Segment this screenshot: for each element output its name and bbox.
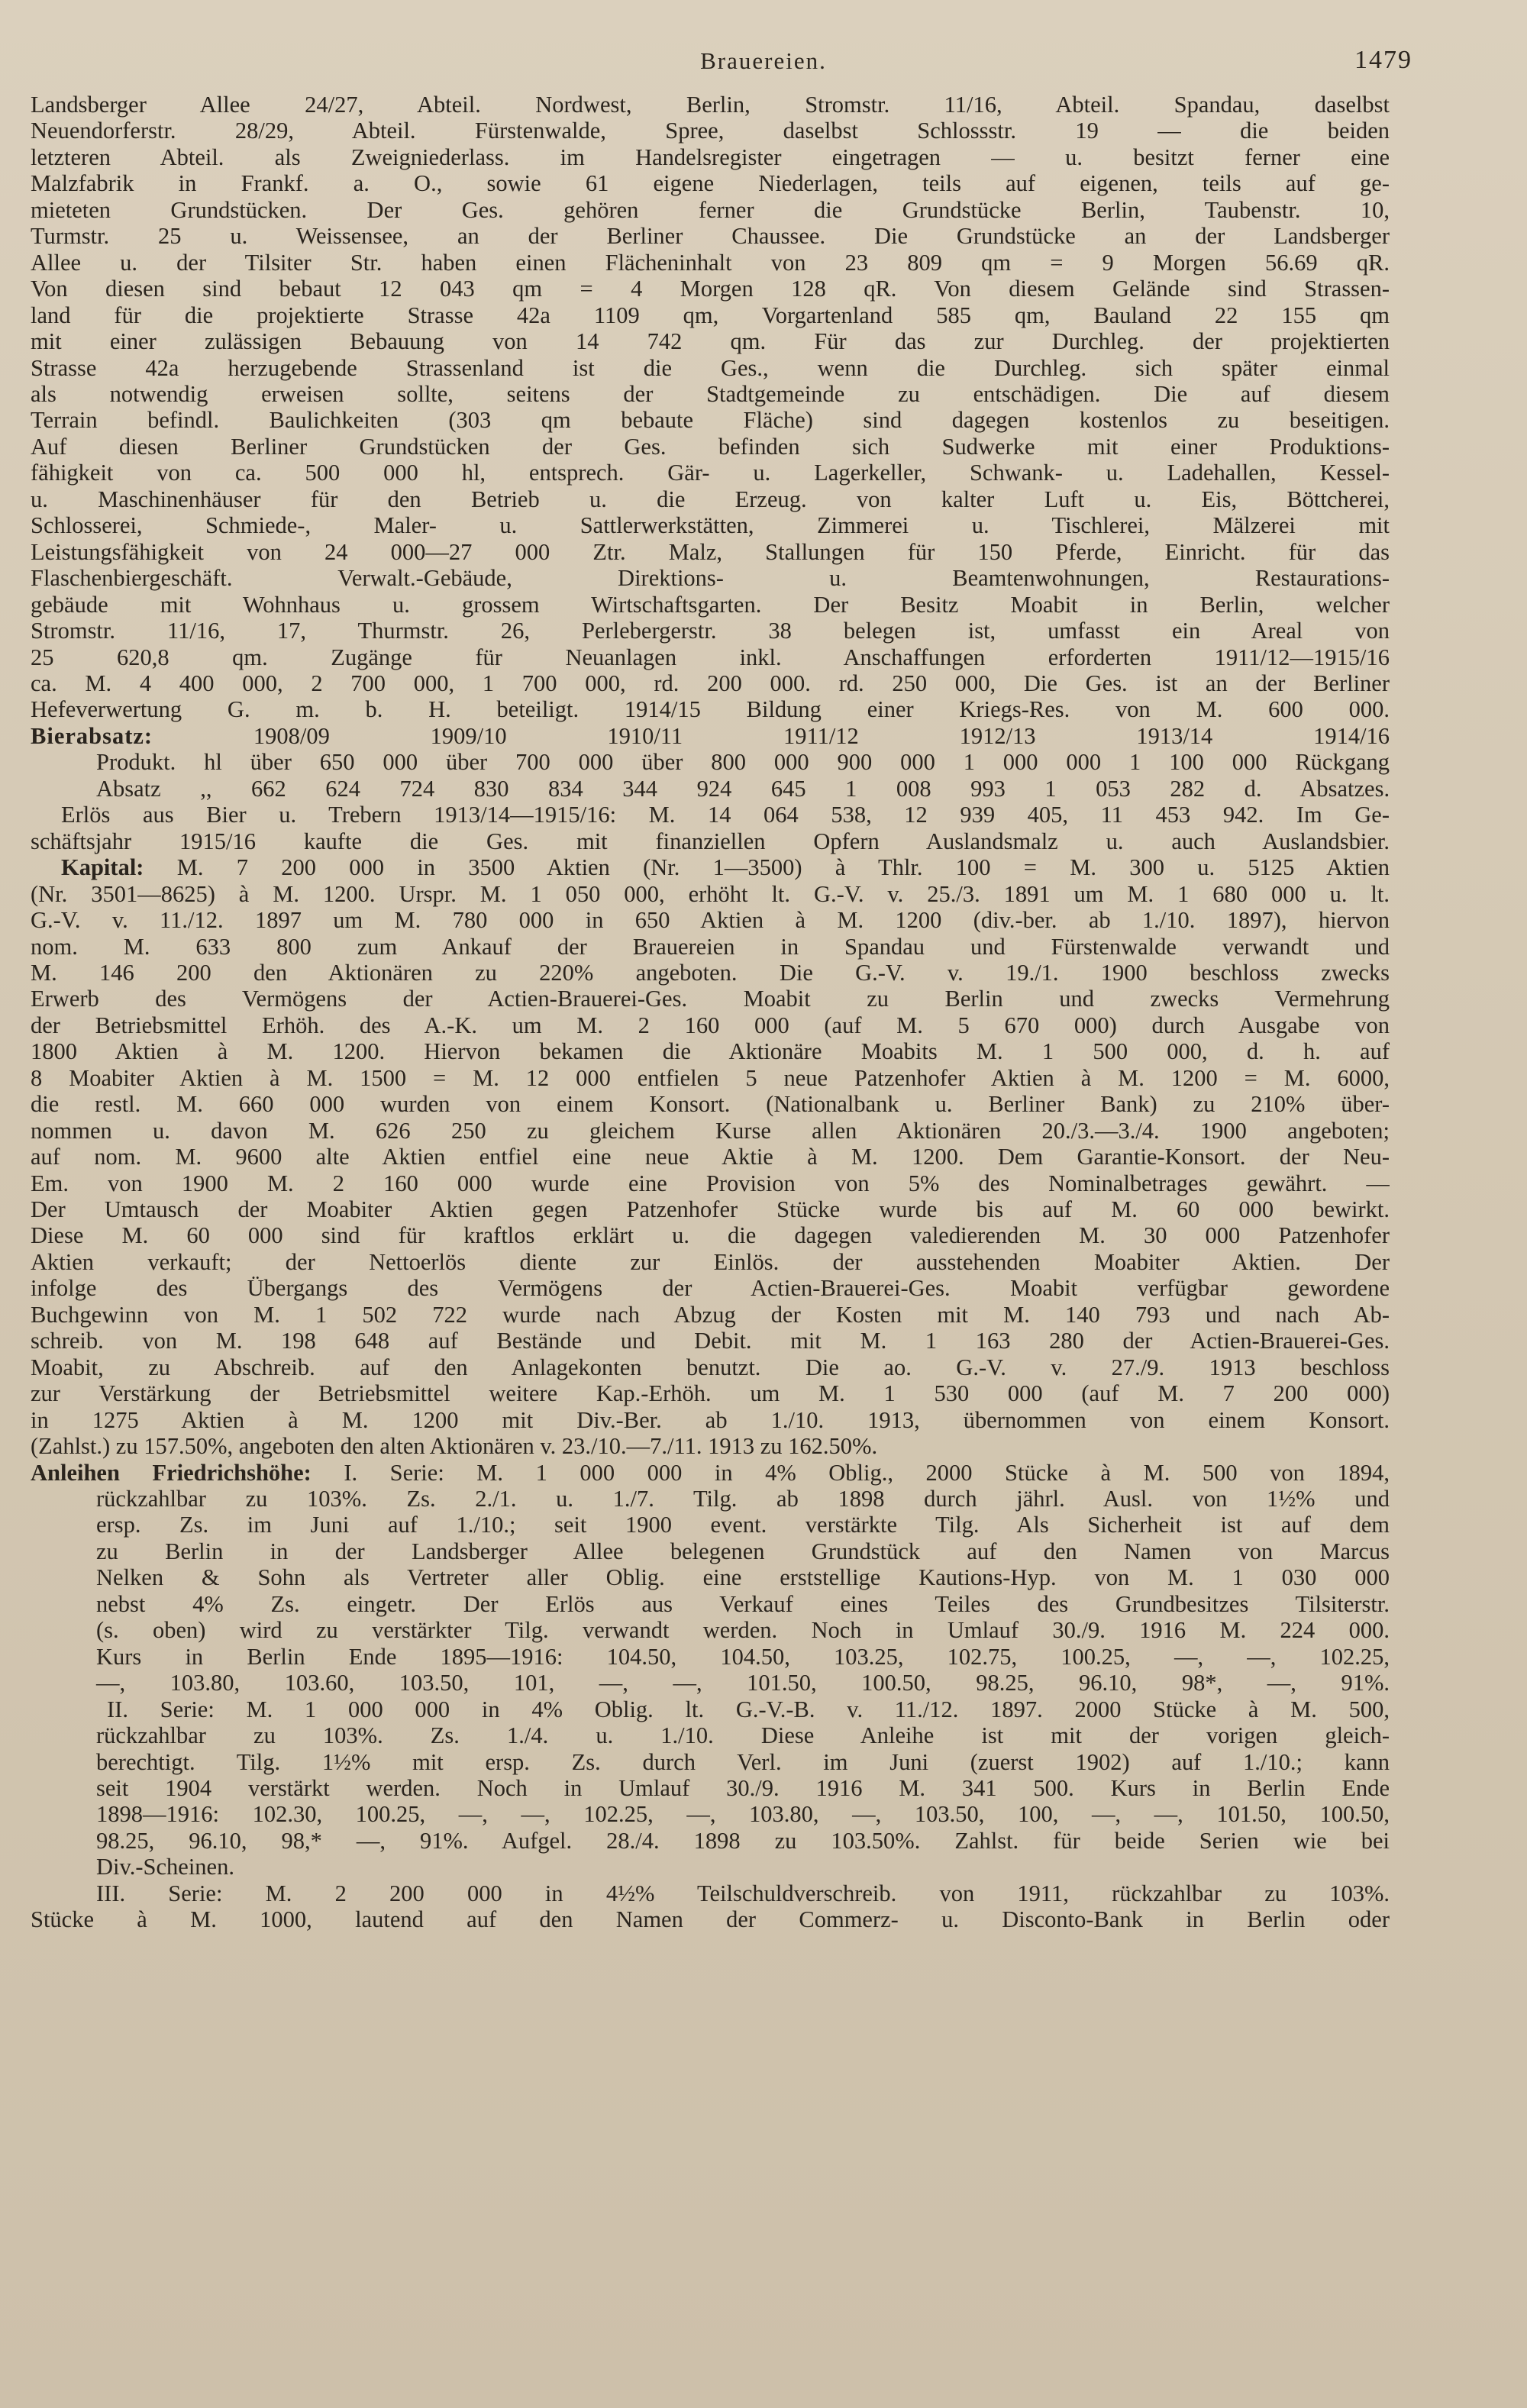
- value-cell: 834 344: [548, 775, 658, 802]
- value-cell: über 650 000: [250, 749, 418, 776]
- year-cell: 1908/09: [253, 722, 330, 749]
- text-line: schäftsjahr 1915/16 kaufte die Ges. mit finanziellen Opfern Auslandsmalz u. auch Auslandsbier.: [31, 828, 1390, 854]
- text-line: 1898—1916: 102.30, 100.25, —, —, 102.25, —, 103.80, —, 103.50, 100, —, —, 101.50, 100.50,: [96, 1801, 1390, 1828]
- text-line: Leistungsfähigkeit von 24 000—27 000 Ztr. Malz, Stallungen für 150 Pferde, Einricht. für das: [31, 538, 1390, 565]
- text-line: Von diesen sind bebaut 12 043 qm = 4 Morgen 128 qR. Von diesem Gelände sind Strassen-: [31, 276, 1390, 302]
- text-line: zur Verstärkung der Betriebsmittel weitere Kap.-Erhöh. um M. 1 530 000 (auf M. 7 200 000): [31, 1380, 1390, 1407]
- value-cell: d. Absatzes.: [1244, 775, 1390, 802]
- text-line: Kapital: M. 7 200 000 in 3500 Aktien (Nr. 1—3500) à Thlr. 100 = M. 300 u. 5125 Aktien: [61, 854, 1390, 881]
- value-cell: 1 053 282: [1044, 775, 1206, 802]
- text-line: seit 1904 verstärkt werden. Noch in Umlauf 30./9. 1916 M. 341 500. Kurs in Berlin Ende: [96, 1775, 1390, 1801]
- year-cell: 1909/10: [430, 722, 507, 749]
- value-cell: über 700 000: [445, 749, 614, 776]
- year-cell: 1914/16: [1313, 722, 1390, 749]
- text-line: Turmstr. 25 u. Weissensee, an der Berliner Chaussee. Die Grundstücke an der Landsberger: [31, 223, 1390, 250]
- value-cell: Rückgang: [1295, 749, 1390, 776]
- text-line: (Zahlst.) zu 157.50%, angeboten den alten Aktionären v. 23./10.—7./11. 1913 zu 162.50%.: [31, 1433, 878, 1460]
- text-line: Schlosserei, Schmiede-, Maler- u. Sattlerwerkstätten, Zimmerei u. Tischlerei, Mälzerei mit: [31, 512, 1390, 539]
- value-cell: über 800 000: [641, 749, 809, 776]
- row-label: Absatz ,,: [96, 775, 212, 802]
- text-line: Anleihen Friedrichshöhe: I. Serie: M. 1 000 000 in 4% Oblig., 2000 Stücke à M. 500 von 1894,: [31, 1459, 1390, 1486]
- table-absatz-row: [31, 776, 1390, 802]
- text-line: mieteten Grundstücken. Der Ges. gehören ferner die Grundstücke Berlin, Taubenstr. 10,: [31, 196, 1390, 223]
- running-header-title: Brauereien.: [700, 47, 827, 74]
- row-label: Produkt. hl: [96, 749, 222, 776]
- page-number: 1479: [1354, 46, 1412, 74]
- year-cell: 1910/11: [607, 722, 683, 749]
- text-line: Landsberger Allee 24/27, Abteil. Nordwest, Berlin, Stromstr. 11/16, Abteil. Spandau, daselbst: [31, 92, 1390, 118]
- value-cell: 900 000: [837, 749, 935, 776]
- text-line: (Nr. 3501—8625) à M. 1200. Urspr. M. 1 050 000, erhöht lt. G.-V. v. 25./3. 1891 um M. 1 680 000 u. lt.: [31, 880, 1390, 907]
- text-line: mit einer zulässigen Bebauung von 14 742 qm. Für das zur Durchleg. der projektierten: [31, 328, 1390, 355]
- value-cell: 662 624: [250, 775, 360, 802]
- text-line: als notwendig erweisen sollte, seitens der Stadtgemeinde zu entschädigen. Die auf diesem: [31, 380, 1390, 407]
- kapital-label: Kapital:: [61, 854, 144, 881]
- year-cell: 1911/12: [783, 722, 859, 749]
- text-line: Moabit, zu Abschreib. auf den Anlagekonten benutzt. Die ao. G.-V. v. 27./9. 1913 beschloss: [31, 1354, 1390, 1380]
- value-cell: 1 000 000: [963, 749, 1102, 776]
- text-line: auf nom. M. 9600 alte Aktien entfiel eine neue Aktie à M. 1200. Dem Garantie-Konsort. der Neu-: [31, 1144, 1390, 1170]
- text-line: berechtigt. Tilg. 1½% mit ersp. Zs. durch Verl. im Juni (zuerst 1902) auf 1./10.; kann: [96, 1748, 1390, 1775]
- text-line: (s. oben) wird zu verstärkter Tilg. verwandt werden. Noch in Umlauf 30./9. 1916 M. 224 000.: [96, 1617, 1390, 1644]
- table-label: Bierabsatz:: [31, 722, 153, 749]
- text-line: Stücke à M. 1000, lautend auf den Namen der Commerz- u. Disconto-Bank in Berlin oder: [31, 1906, 1390, 1933]
- value-cell: 924 645: [696, 775, 806, 802]
- text-line: ersp. Zs. im Juni auf 1./10.; seit 1900 event. verstärkte Tilg. Als Sicherheit ist auf dem: [96, 1512, 1390, 1538]
- text-line: Erwerb des Vermögens der Actien-Brauerei-Ges. Moabit zu Berlin und zwecks Vermehrung: [31, 986, 1390, 1012]
- text-line: 8 Moabiter Aktien à M. 1500 = M. 12 000 entfielen 5 neue Patzenhofer Aktien à M. 1200 = M. 6000,: [31, 1064, 1390, 1091]
- bierabsatz-table: [31, 723, 1390, 802]
- text-line: Buchgewinn von M. 1 502 722 wurde nach Abzug der Kosten mit M. 140 793 und nach Ab-: [31, 1301, 1390, 1328]
- text-line: rückzahlbar zu 103%. Zs. 2./1. u. 1./7. Tilg. ab 1898 durch jährl. Ausl. von 1½% und: [96, 1486, 1390, 1512]
- value-cell: 1 100 000: [1129, 749, 1267, 776]
- text-line: 25 620,8 qm. Zugänge für Neuanlagen inkl. Anschaffungen erforderten 1911/12—1915/16: [31, 644, 1390, 670]
- text-line: Auf diesen Berliner Grundstücken der Ges. befinden sich Sudwerke mit einer Produktions-: [31, 433, 1390, 460]
- text-line: in 1275 Aktien à M. 1200 mit Div.-Ber. ab 1./10. 1913, übernommen von einem Konsort.: [31, 1406, 1390, 1433]
- text-line: Div.-Scheinen.: [96, 1854, 234, 1880]
- text-line: Kurs in Berlin Ende 1895—1916: 104.50, 104.50, 103.25, 102.75, 100.25, —, —, 102.25,: [96, 1643, 1390, 1670]
- text-line: Stromstr. 11/16, 17, Thurmstr. 26, Perlebergerstr. 38 belegen ist, umfasst ein Areal von: [31, 618, 1390, 644]
- text-line: nommen u. davon M. 626 250 zu gleichem Kurse allen Aktionären 20./3.—3./4. 1900 angeboten;: [31, 1117, 1390, 1144]
- text-line: letzteren Abteil. als Zweigniederlass. im Handelsregister eingetragen — u. besitzt ferner eine: [31, 144, 1390, 170]
- text-line: —, 103.80, 103.60, 103.50, 101, —, —, 101.50, 100.50, 98.25, 96.10, 98*, —, 91%.: [96, 1670, 1390, 1696]
- text-line: schreib. von M. 198 648 auf Bestände und Debit. mit M. 1 163 280 der Actien-Brauerei-Ges.: [31, 1328, 1390, 1354]
- text-line: der Betriebsmittel Erhöh. des A.-K. um M. 2 160 000 (auf M. 5 670 000) durch Ausgabe von: [31, 1012, 1390, 1038]
- text-line: Nelken & Sohn als Vertreter aller Oblig. eine erststellige Kautions-Hyp. von M. 1 030 000: [96, 1564, 1390, 1591]
- text-line: III. Serie: M. 2 200 000 in 4½% Teilschuldverschreib. von 1911, rückzahlbar zu 103%.: [96, 1880, 1390, 1906]
- text-line: Terrain befindl. Baulichkeiten (303 qm bebaute Fläche) sind dagegen kostenlos zu beseitigen.: [31, 407, 1390, 434]
- text-line: ca. M. 4 400 000, 2 700 000, 1 700 000, rd. 200 000. rd. 250 000, Die Ges. ist an der Berliner: [31, 670, 1390, 696]
- year-cell: 1912/13: [959, 722, 1036, 749]
- text-line: die restl. M. 660 000 wurden von einem Konsort. (Nationalbank u. Berliner Bank) zu 210% über-: [31, 1091, 1390, 1118]
- table-years-row: [31, 723, 1390, 749]
- value-cell: 724 830: [399, 775, 509, 802]
- value-cell: 1 008 993: [845, 775, 1006, 802]
- text-line: Diese M. 60 000 sind für kraftlos erklärt u. die dagegen valedierenden M. 30 000 Patzenhofer: [31, 1222, 1390, 1249]
- text-line: nebst 4% Zs. eingetr. Der Erlös aus Verkauf eines Teiles des Grundbesitzes Tilsiterstr.: [96, 1590, 1390, 1617]
- text-line: Em. von 1900 M. 2 160 000 wurde eine Provision von 5% des Nominalbetrages gewährt. —: [31, 1170, 1390, 1196]
- text-line: 98.25, 96.10, 98,* —, 91%. Aufgel. 28./4. 1898 zu 103.50%. Zahlst. für beide Serien wie bei: [96, 1827, 1390, 1854]
- text-line: u. Maschinenhäuser für den Betrieb u. die Erzeug. von kalter Luft u. Eis, Böttcherei,: [31, 486, 1390, 512]
- text-line: gebäude mit Wohnhaus u. grossem Wirtschaftsgarten. Der Besitz Moabit in Berlin, welcher: [31, 591, 1390, 618]
- text-line: Allee u. der Tilsiter Str. haben einen Flächeninhalt von 23 809 qm = 9 Morgen 56.69 qR.: [31, 249, 1390, 276]
- text-line: nom. M. 633 800 zum Ankauf der Brauereien in Spandau und Fürstenwalde verwandt und: [31, 933, 1390, 960]
- text-line: Aktien verkauft; der Nettoerlös diente zur Einlös. der ausstehenden Moabiter Aktien. Der: [31, 1248, 1390, 1275]
- text-line: Neuendorferstr. 28/29, Abteil. Fürstenwalde, Spree, daselbst Schlossstr. 19 — die beiden: [31, 118, 1390, 144]
- text-line: Erlös aus Bier u. Trebern 1913/14—1915/16: M. 14 064 538, 12 939 405, 11 453 942. Im Ge-: [61, 802, 1390, 828]
- anleihen-label: Anleihen Friedrichshöhe:: [31, 1459, 312, 1486]
- text-line: Hefeverwertung G. m. b. H. beteiligt. 1914/15 Bildung einer Kriegs-Res. von M. 600 000.: [31, 696, 1390, 723]
- text-line: infolge des Übergangs des Vermögens der Actien-Brauerei-Ges. Moabit verfügbar gewordene: [31, 1275, 1390, 1302]
- table-produkt-row: [31, 749, 1390, 775]
- text-line: Malzfabrik in Frankf. a. O., sowie 61 eigene Niederlagen, teils auf eigenen, teils auf ge-: [31, 170, 1390, 197]
- text-line: Strasse 42a herzugebende Strassenland ist die Ges., wenn die Durchleg. sich später einmal: [31, 354, 1390, 381]
- text-line: G.-V. v. 11./12. 1897 um M. 780 000 in 650 Aktien à M. 1200 (div.-ber. ab 1./10. 1897), hiervon: [31, 907, 1390, 934]
- text-line: M. 146 200 den Aktionären zu 220% angeboten. Die G.-V. v. 19./1. 1900 beschloss zwecks: [31, 959, 1390, 986]
- text-body: [31, 92, 1390, 1933]
- text-line: II. Serie: M. 1 000 000 in 4% Oblig. lt. G.-V.-B. v. 11./12. 1897. 2000 Stücke à M. 500,: [107, 1696, 1390, 1722]
- text-line: land für die projektierte Strasse 42a 1109 qm, Vorgartenland 585 qm, Bauland 22 155 qm: [31, 302, 1390, 328]
- year-cell: 1913/14: [1136, 722, 1213, 749]
- text-line: 1800 Aktien à M. 1200. Hiervon bekamen die Aktionäre Moabits M. 1 500 000, d. h. auf: [31, 1038, 1390, 1065]
- text-line: Flaschenbiergeschäft. Verwalt.-Gebäude, Direktions- u. Beamtenwohnungen, Restaurations-: [31, 565, 1390, 592]
- text-line: fähigkeit von ca. 500 000 hl, entsprech. Gär- u. Lagerkeller, Schwank- u. Ladehallen, Kessel-: [31, 460, 1390, 486]
- text-line: zu Berlin in der Landsberger Allee belegenen Grundstück auf den Namen von Marcus: [96, 1538, 1390, 1564]
- text-line: rückzahlbar zu 103%. Zs. 1./4. u. 1./10. Diese Anleihe ist mit der vorigen gleich-: [96, 1722, 1390, 1749]
- text-line: Der Umtausch der Moabiter Aktien gegen Patzenhofer Stücke wurde bis auf M. 60 000 bewirkt.: [31, 1196, 1390, 1223]
